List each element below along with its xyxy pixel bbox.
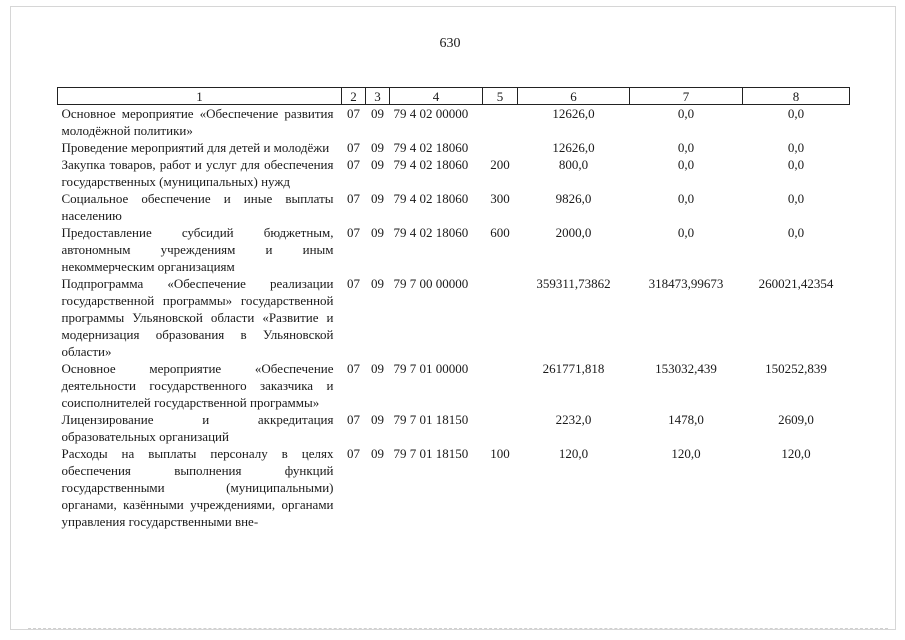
amount-col8: 0,0	[787, 140, 805, 155]
subsection-code: 09	[371, 412, 384, 427]
section-code: 07	[347, 361, 360, 376]
subsection-code: 09	[371, 225, 384, 240]
table-row	[58, 411, 850, 445]
page-bottom-edge	[28, 628, 888, 629]
table-header-row	[58, 88, 850, 105]
table-row	[58, 360, 850, 411]
expense-type-code	[483, 105, 518, 140]
table-row	[58, 139, 850, 156]
amount-col8: 0,0	[787, 191, 805, 206]
row-name: Расходы на выплаты персоналу в целях обеспечения выполнения функций государственными (муниципальными) органами, казёнными учреждениями, органами управления государственными вне-	[61, 446, 334, 529]
target-article-code: 79 4 02 18060	[393, 157, 469, 172]
target-article-code: 79 4 02 18060	[393, 191, 469, 206]
amount-col6: 2000,0	[555, 225, 592, 240]
column-header: 2	[342, 88, 366, 105]
amount-col8: 0,0	[787, 157, 805, 172]
subsection-code: 09	[371, 140, 384, 155]
amount-col6: 12626,0	[552, 140, 595, 155]
column-header: 3	[366, 88, 390, 105]
target-article-code: 79 7 01 18150	[393, 446, 469, 461]
amount-col7: 0,0	[677, 225, 695, 240]
subsection-code: 09	[371, 276, 384, 291]
column-header: 8	[743, 88, 850, 105]
row-name: Основное мероприятие «Обеспечение развития молодёжной политики»	[61, 106, 334, 138]
expense-type-code: 200	[490, 157, 510, 172]
amount-col6: 359311,73862	[536, 276, 611, 291]
amount-col6: 2232,0	[555, 412, 592, 427]
subsection-code: 09	[371, 106, 384, 121]
table-row	[58, 156, 850, 190]
row-name: Социальное обеспечение и иные выплаты населению	[61, 191, 334, 223]
amount-col7: 153032,439	[655, 361, 717, 376]
amount-col8: 0,0	[787, 225, 805, 240]
expense-type-code	[483, 139, 518, 156]
budget-table	[57, 87, 850, 530]
section-code: 07	[347, 412, 360, 427]
table-row	[58, 224, 850, 275]
row-name: Лицензирование и аккредитация образовательных организаций	[61, 412, 334, 444]
column-header: 5	[483, 88, 518, 105]
page-number: 630	[439, 36, 461, 51]
amount-col8: 150252,839	[765, 361, 827, 376]
target-article-code: 79 7 01 00000	[393, 361, 469, 376]
row-name: Предоставление субсидий бюджетным, автономным учреждениям и иным некоммерческим организациям	[61, 225, 334, 274]
amount-col8: 2609,0	[778, 412, 814, 427]
table-row	[58, 190, 850, 224]
amount-col6: 261771,818	[542, 361, 605, 376]
subsection-code: 09	[371, 157, 384, 172]
amount-col6: 12626,0	[552, 106, 595, 121]
amount-col7: 120,0	[671, 446, 701, 461]
section-code: 07	[347, 106, 360, 121]
row-name: Закупка товаров, работ и услуг для обеспечения государственных (муниципальных) нужд	[61, 157, 334, 189]
expense-type-code: 300	[490, 191, 510, 206]
target-article-code: 79 7 01 18150	[393, 412, 469, 427]
amount-col7: 0,0	[677, 157, 695, 172]
section-code: 07	[347, 225, 360, 240]
amount-col6: 800,0	[558, 157, 589, 172]
subsection-code: 09	[371, 361, 384, 376]
expense-type-code	[483, 275, 518, 360]
section-code: 07	[347, 446, 360, 461]
column-header: 4	[390, 88, 483, 105]
expense-type-code	[483, 360, 518, 411]
subsection-code: 09	[371, 446, 384, 461]
section-code: 07	[347, 276, 360, 291]
target-article-code: 79 4 02 00000	[393, 106, 469, 121]
target-article-code: 79 7 00 00000	[393, 276, 469, 291]
expense-type-code	[483, 411, 518, 445]
amount-col8: 260021,42354	[758, 276, 834, 291]
column-header: 1	[58, 88, 342, 105]
expense-type-code: 600	[490, 225, 510, 240]
expense-type-code: 100	[490, 446, 510, 461]
target-article-code: 79 4 02 18060	[393, 140, 469, 155]
amount-col8: 120,0	[781, 446, 811, 461]
row-name: Основное мероприятие «Обеспечение деятельности государственного заказчика и соисполнителей государственной программы»	[61, 361, 334, 410]
amount-col6: 120,0	[558, 446, 589, 461]
column-header: 7	[630, 88, 743, 105]
column-header: 6	[518, 88, 630, 105]
subsection-code: 09	[371, 191, 384, 206]
table-row	[58, 445, 850, 530]
amount-col7: 0,0	[677, 140, 695, 155]
section-code: 07	[347, 157, 360, 172]
amount-col7: 0,0	[677, 106, 695, 121]
amount-col7: 0,0	[677, 191, 695, 206]
amount-col7: 1478,0	[668, 412, 704, 427]
amount-col6: 9826,0	[555, 191, 592, 206]
row-name: Проведение мероприятий для детей и молодёжи	[61, 140, 330, 155]
amount-col8: 0,0	[787, 106, 805, 121]
target-article-code: 79 4 02 18060	[393, 225, 469, 240]
table-row	[58, 105, 850, 140]
row-name: Подпрограмма «Обеспечение реализации государственной программы» государственной программы Ульяновской области «Развитие и модернизация образования в Ульяновской области»	[61, 276, 334, 359]
section-code: 07	[347, 191, 360, 206]
table-row	[58, 275, 850, 360]
amount-col7: 318473,99673	[648, 276, 724, 291]
section-code: 07	[347, 140, 360, 155]
